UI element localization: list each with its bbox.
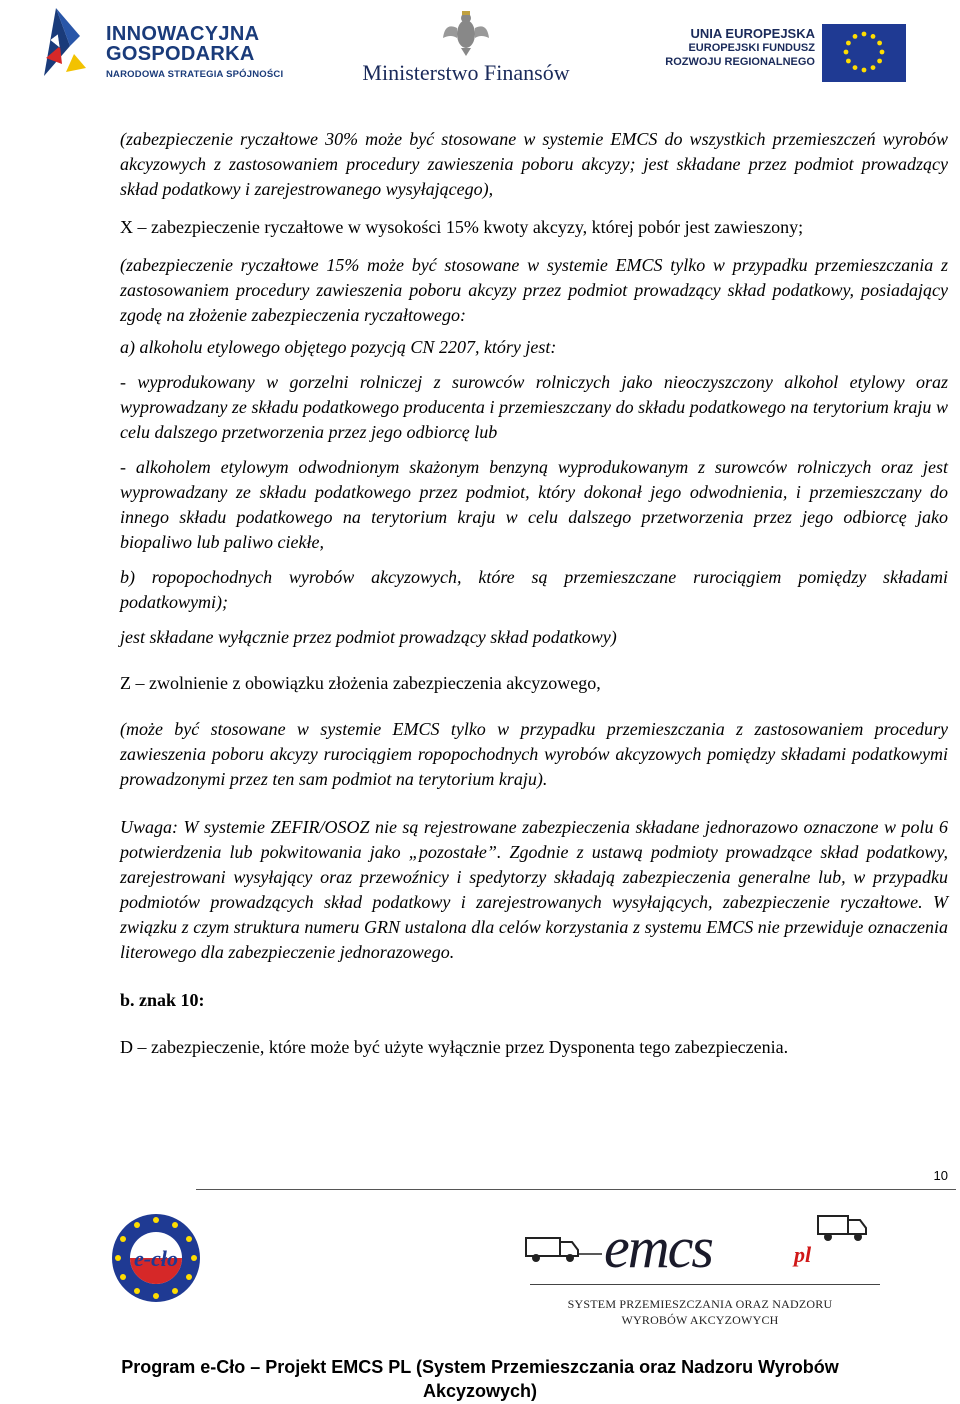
paragraph-code-x: X – zabezpieczenie ryczałtowe w wysokości 15% kwoty akcyzy, której pobór jest zawieszony; (120, 217, 804, 237)
page-header (0, 0, 960, 95)
document-body (120, 127, 948, 1060)
footer-divider (196, 1189, 956, 1190)
emcs-underline (530, 1284, 880, 1285)
ig-subtitle: NARODOWA STRATEGIA SPÓJNOŚCI (106, 69, 284, 80)
lorry-icon (816, 1210, 872, 1246)
eu-fund-text (655, 26, 815, 69)
ue-line3: ROZWOJU REGIONALNEGO (665, 56, 815, 68)
paragraph-bullet-2: - alkoholem etylowym odwodnionym skażonym benzyną wyprodukowanym z surowców rolniczych oraz jest wyprowadzany ze składu podatkowego przez podmiot, który dokonał jego odwodnienia, i przemieszczany do innego składu podatkowego na terytorium kraju w celu dalszego przetworzenia przez jego odbiorcę jako biopaliwo lub paliwo ciekłe, (120, 457, 948, 552)
polish-eagle-icon (441, 8, 491, 58)
emcs-pl-suffix: pl (794, 1242, 812, 1267)
ig-line1: INNOWACYJNA (106, 23, 260, 45)
emcs-subtitle (520, 1296, 880, 1328)
emcs-subtitle-line2: WYROBÓW AKCYZOWYCH (621, 1313, 779, 1327)
e-clo-logo (108, 1210, 204, 1306)
paragraph-bullet-1: - wyprodukowany w gorzelni rolniczej z surowców rolniczych jako nieoczyszczony alkohol etylowy oraz wyprowadzany ze składu podatkowego producenta i przemieszczany do składu podatkowego na terytorium kraju w celu dalszego przetworzenia przez jego odbiorcę lub (120, 372, 948, 442)
emcs-pl-logo (520, 1208, 880, 1338)
e-clo-emblem-text: e-cło (134, 1246, 178, 1271)
paragraph-code-d: D – zabezpieczenie, które może być użyte wyłącznie przez Dysponenta tego zabezpieczenia. (120, 1037, 789, 1057)
program-line1: Program e-Cło – Projekt EMCS PL (System Przemieszczania oraz Nadzoru Wyrobów (121, 1357, 839, 1377)
paragraph-item-b: b) ropopochodnych wyrobów akcyzowych, które są przemieszczane rurociągiem pomiędzy składami podatkowymi); (120, 567, 948, 612)
emcs-subtitle-line1: SYSTEM PRZEMIESZCZANIA ORAZ NADZORU (567, 1297, 833, 1311)
paragraph-lump-sum-15: (zabezpieczenie ryczałtowe 15% może być stosowane w systemie EMCS tylko w przypadku przemieszczania z zastosowaniem procedury zawieszenia poboru akcyzy przez podmiot prowadzący skład podatkowy, posiadający zgodę na złożenie zabezpieczenia ryczałtowego: (120, 255, 948, 325)
paragraph-code-z: Z – zwolnienie z obowiązku złożenia zabezpieczenia akcyzowego, (120, 673, 601, 693)
eu-flag-icon (822, 24, 906, 82)
program-line2: Akcyzowych) (422, 1381, 538, 1401)
paragraph-submitted-by: jest składane wyłącznie przez podmiot prowadzący skład podatkowy) (120, 627, 617, 647)
innowacyjna-gospodarka-emblem-icon (40, 6, 100, 82)
section-heading-sign-10: b. znak 10: (120, 990, 205, 1010)
ministerstwo-finansow-logo (346, 8, 586, 88)
e-clo-emblem-icon (108, 1210, 204, 1306)
innowacyjna-gospodarka-logo (40, 6, 290, 82)
delivery-truck-icon (524, 1228, 604, 1268)
innowacyjna-gospodarka-title (106, 24, 259, 64)
paragraph-lump-sum-30: (zabezpieczenie ryczałtowe 30% może być stosowane w systemie EMCS do wszystkich przemieszczeń wyrobów akcyzowych z zastosowaniem procedury zawieszenia poboru akcyzy; jest składane przez podmiot prowadzący skład podatkowy i zarejestrowanego wysyłającego), (120, 129, 948, 199)
ig-line2: GOSPODARKA (106, 43, 255, 65)
program-footer (0, 1355, 960, 1403)
ministerstwo-finansow-name: Ministerstwo Finansów (362, 60, 570, 85)
paragraph-code-z-note: (może być stosowane w systemie EMCS tylko w przypadku przemieszczania z zastosowaniem procedury zawieszenia poboru akcyzy rurociągiem ropopochodnych wyrobów akcyzowych pomiędzy składami podatkowymi prowadzonymi przez ten sam podmiot na terytorium kraju). (120, 719, 948, 789)
ue-line1: UNIA EUROPEJSKA (690, 26, 815, 41)
page-number: 10 (933, 1168, 948, 1183)
emcs-wordmark: emcs (604, 1215, 712, 1280)
paragraph-warning: Uwaga: W systemie ZEFIR/OSOZ nie są rejestrowane zabezpieczenia składane jednorazowo oznaczone w polu 6 potwierdzenia lub pokwitowania jako „pozostałe”. Zgodnie z ustawą podmioty prowadzące skład podatkowy, zarejestrowani wysyłający oraz przewoźnicy i spedytorzy składają zabezpieczenia generalne lub, w przypadku podmiotów prowadzących skład podatkowy i zarejestrowanych wysyłających, zabezpieczenie ryczałtowe. W związku z czym struktura numeru GRN ustalona dla celów korzystania z systemu EMCS nie przewiduje oznaczenia literowego dla zabezpieczenie jednorazowego. (120, 817, 948, 962)
paragraph-item-a: a) alkoholu etylowego objętego pozycją CN 2207, który jest: (120, 337, 557, 357)
eu-fund-logo (655, 20, 925, 82)
ue-line2: EUROPEJSKI FUNDUSZ (688, 42, 815, 54)
